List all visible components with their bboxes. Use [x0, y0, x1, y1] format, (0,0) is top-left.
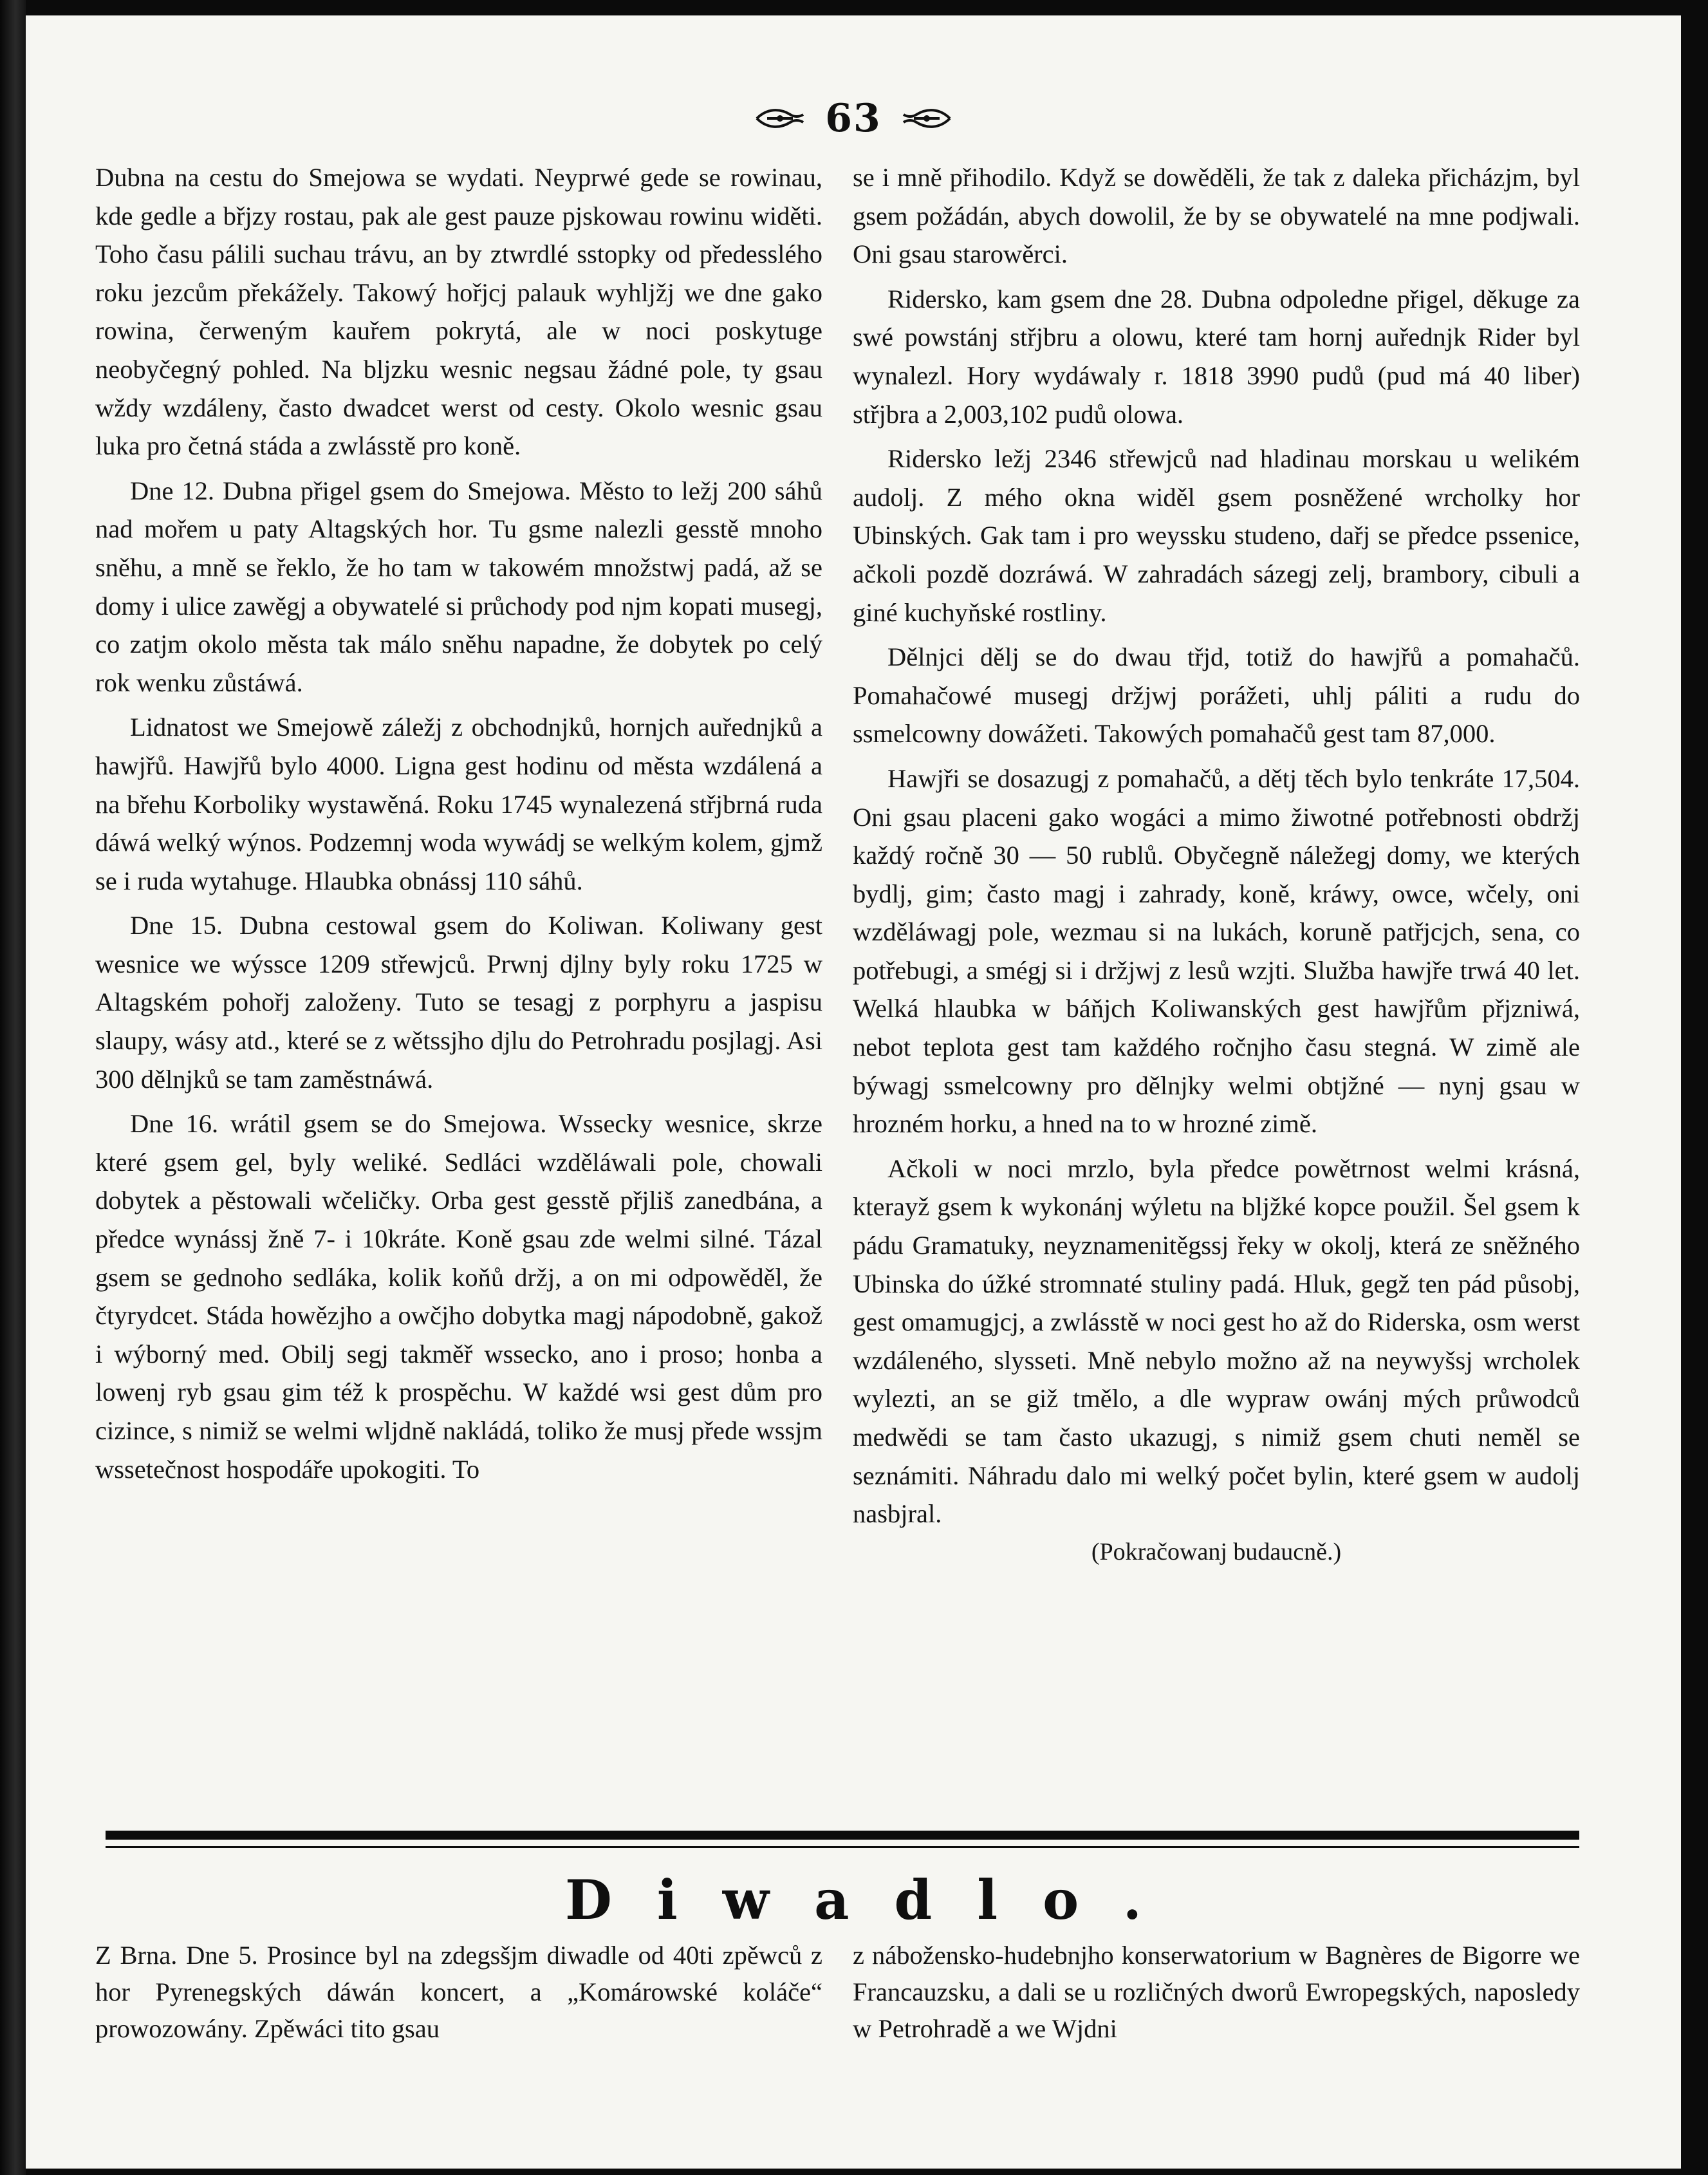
paragraph: Dne 16. wrátil gsem se do Smejowa. Wssecky wesnice, skrze které gsem gel, byly weliké. Sedláci wzděláwali pole, chowali dobytek a pěstowali wčeličky. Orba gest gesstě přjliš zanedbána, a předce wynássj žně 7- i 10kráte. Koně gsau zde welmi silné. Tázal gsem se gednoho sedláka, kolik koňů držj, a on mi odpowěděl, že čtyrydcet. Stáda howězjho a owčjho dobytka magj nápodobně, gakož i wýborný med. Obilj segj takměř wssecko, ano i proso; honba a lowenj ryb gsau gim též k prospěchu. W každé wsi gest dům pro cizince, s nimiž se welmi wljdně nakládá, toliko že musj přede wssjm wssetečnost hospodáře upokogiti. To: [95, 1109, 822, 1484]
bottom-right-column: [853, 1937, 1580, 2047]
left-ornament-icon: [754, 106, 806, 131]
paragraph: Ridersko ležj 2346 střewjců nad hladinau morskau u welikém audolj. Z mého okna widěl gsem posněžené wrcholky hor Ubinských. Gak tam i pro weyssku studeno, dařj se předce pssenice, ačkoli pozdě dozráwá. W zahradách sázegj zelj, brambory, cibuli a giné kuchyňské rostliny.: [853, 444, 1580, 627]
paragraph: Dne 12. Dubna přigel gsem do Smejowa. Město to ležj 200 sáhů nad mořem u paty Altagských hor. Tu gsme nalezli gesstě mnoho sněhu, a mně se řeklo, že ho tam w takowém množstwj padá, až se domy i ulice zawěgj a obywatelé si průchody pod njm kopati musegj, co zatjm okolo města tak málo sněhu napadne, že dobytek po celý rok wenku zůstáwá.: [95, 476, 822, 697]
newspaper-page: [26, 15, 1681, 2169]
continued-note: (Pokračowanj budaucně.): [1091, 1538, 1342, 1565]
paragraph: z nábožensko-hudebnjho konserwatorium w Bagnères de Bigorre we Francauzsku, a dali se u rozličných dworů Ewropegských, naposledy w Petrohradě a we Wjdni: [853, 1941, 1580, 2043]
paragraph: Hawjři se dosazugj z pomahačů, a dětj těch bylo tenkráte 17,504. Oni gsau placeni gako wogáci a mimo žiwotné potřebnosti obdržj každý ročně 30 — 50 rublů. Obyčegně náležegj domy, we kterých bydlj, gim; často magj i zahrady, koně, kráwy, owce, wčely, oni wzděláwagj pole, wezmau si na lukách, koruně patřjcjch, sena, co potřebugi, a smégj si i držjwj z lesů wzjti. Služba hawjře trwá 40 let. Welká hlaubka w báňjch Koliwanských gest hawjřům přjznіwá, nebot teplota gest tam každého ročnjho času stegná. W zimě ale býwagj ssmelcowny pro dělnjky welmi obtjžné — nynj gsau w hrozném horku, a hned na to w hrozné zimě.: [853, 763, 1580, 1139]
paragraph: Dne 15. Dubna cestowal gsem do Koliwan. Koliwany gest wesnice we wýssce 1209 střewjců. Prwnj djlny byly roku 1725 w Altagském pohořj založeny. Tuto se tesagj z porphyru a jaspisu slaupy, wásy atd., které se z wětssjho djlu do Petrohradu posjlagj. Asi 300 dělnjků se tam zaměstnáwá.: [95, 911, 822, 1094]
paragraph: Dělnjci dělj se do dwau třjd, totiž do hawjřů a pomahačů. Pomahačowé musegj držjwj porážeti, uhlj páliti a rudu do ssmelcowny dowážeti. Takowých pomahačů gest tam 87,000.: [853, 642, 1580, 749]
section-title: Diwadlo.: [565, 1868, 1187, 1932]
paragraph: Z Brna. Dne 5. Prosince byl na zdegsšjm diwadle od 40ti zpěwců z hor Pyrenegských dáwán koncert, a „Komárowské koláče“ prowozowány. Zpěwáci tito gsau: [95, 1941, 822, 2043]
left-column: [95, 158, 822, 1488]
paragraph: se i mně přihodilo. Když se dowěděli, že tak z daleka přicházjm, byl gsem požádán, abych dowolil, že by se obywatelé na mne podjwali. Oni gsau starowěrci.: [853, 163, 1580, 269]
paragraph: Ačkoli w noci mrzlo, byla předce powětrnost welmi krásná, kteraуž gsem k wykonánj wýletu na bljžké kopce použil. Šel gsem k pádu Gramatuky, neyznamenitěgssj řeky w okolj, která ze sněžného Ubinska do úžké stromnaté stuliny padá. Hluk, gegž ten pád působj, gest omamugjcj, a zwlásstě w noci gest ho až do Riderska, osm werst wzdáleného, slysseti. Mně nebylo možno až na neywyšsj wrcholek wylezti, an se giž tmělo, a dle wypraw owánj mých průwodců medwědi se tam často ukazugj, s nimiž gsem chuti neměl se seznámiti. Náhradu dalo mi welký počet bylin, které gsem w audolj nasbjral.: [853, 1153, 1580, 1529]
section-divider: [106, 1831, 1579, 1840]
paragraph: Lidnatost we Smejowě záležj z obchodnjků, hornjch auřednjků a hawjřů. Hawjřů bylo 4000. Ligna gest hodinu od města wzdálená a na břehu Korbolikу wystawěná. Roku 1745 wynalezená střjbrná ruda dáwá welký wýnos. Podzemnj woda wywádj se welkým kolem, gjmž se i ruda wytahuge. Hlaubka obnássj 110 sáhů.: [95, 713, 822, 895]
section-divider-thin: [106, 1846, 1579, 1848]
paragraph: Ridersko, kam gsem dne 28. Dubna odpoledne přigel, děkuge za swé powstánj střjbru a olowu, které tam hornj auřednjk Rider byl wynalezl. Hory wydáwaly r. 1818 3990 pudů (pud má 40 liber) střjbra a 2,003,102 pudů olowa.: [853, 284, 1580, 429]
bottom-left-column: [95, 1937, 822, 2047]
right-ornament-icon: [901, 106, 952, 131]
right-column: [853, 158, 1580, 1571]
scan-edge: [0, 0, 26, 2175]
page-number: 63: [825, 96, 882, 141]
paragraph: Dubna na cestu do Smejowa se wydati. Neyprwé gede se rowinau, kde gedle a břjzy rostau, pak ale gest pauze pjskowau rowinu widěti. Toho času pálili suchau trávu, an by ztwrdlé sstopky od předesslého roku jezcům překážely. Takowý hořjcj palauk wyhljžj we dne gako rowina, čerweným kauřem pokrytá, ale w noci poskytuge neobyčegný pohled. Na bljzku wesnic negsau žádné pole, ty gsau wždy wzdáleny, často dwadcet werst od cesty. Okolo wesnic gsau luka pro četná stáda a zwlásstě pro koně.: [95, 163, 822, 461]
page-header: [26, 86, 1681, 151]
